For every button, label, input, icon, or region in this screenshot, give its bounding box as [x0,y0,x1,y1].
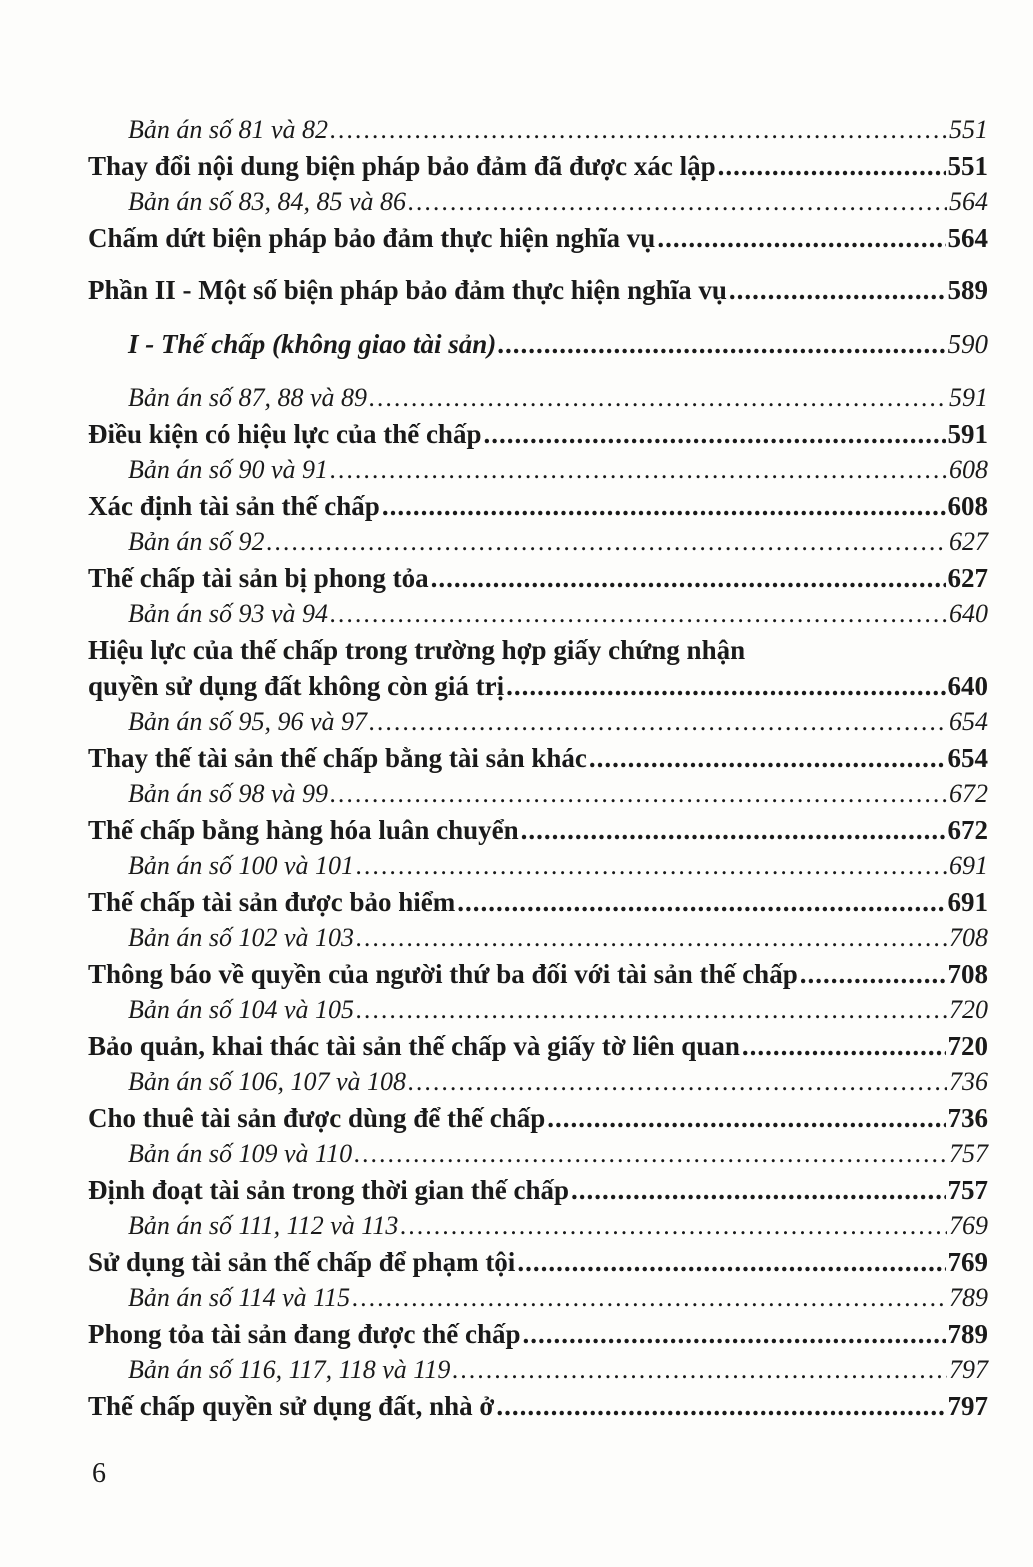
toc-entry-heading [88,416,988,452]
dot-leader [483,416,945,452]
toc-entry-label: Định đoạt tài sản trong thời gian thế chấp [88,1175,570,1205]
toc-entry-label: Bản án số 100 và 101 [128,851,355,880]
toc-entry-heading [88,740,988,776]
toc-entry-label: Thế chấp bằng hàng hóa luân chuyển [88,815,519,845]
toc-entry-page: 591 [949,383,988,412]
toc-entry-sub [88,992,988,1028]
toc-entry-sub [88,596,988,632]
toc-entry-sub [88,1280,988,1316]
toc-entry-heading [88,956,988,992]
toc-entry-label: Xác định tài sản thế chấp [88,491,380,521]
toc-entry-page: 736 [947,1103,988,1133]
dot-leader [506,668,945,704]
toc-entry-heading [88,1028,988,1064]
toc-entry-sub [88,1136,988,1172]
toc-entry-label: Chấm dứt biện pháp bảo đảm thực hiện nghĩa vụ [88,223,656,253]
toc-entry-page: 691 [949,851,988,880]
toc-entry-page: 757 [949,1139,988,1168]
toc-entry-page: 769 [949,1211,988,1240]
dot-leader [354,1136,947,1172]
toc-entry-page: 708 [949,923,988,952]
toc-entry-label: Bản án số 114 và 115 [128,1283,351,1312]
toc-entry-page: 640 [947,671,988,701]
toc-entry-sub [88,920,988,956]
dot-leader [457,884,945,920]
dot-leader [330,452,947,488]
toc-entry-sub [88,776,988,812]
toc-entry-page: 672 [949,779,988,808]
toc-entry-label: Bản án số 98 và 99 [128,779,329,808]
toc-entry-label: Bản án số 104 và 105 [128,995,355,1024]
toc-entry-page: 769 [947,1247,988,1277]
toc-entry-label: Thế chấp tài sản bị phong tỏa [88,563,429,593]
dot-leader [498,326,945,362]
toc-entry-sub [88,380,988,416]
toc-entry-page: 591 [947,419,988,449]
dot-leader [452,1352,947,1388]
toc-entry-heading [88,884,988,920]
toc-entry-page: 654 [949,707,988,736]
toc-entry-heading [88,668,988,704]
toc-entry-page: 564 [947,223,988,253]
toc-entry-sub [88,1208,988,1244]
toc-entry-page: 564 [949,187,988,216]
toc-entry-page: 672 [947,815,988,845]
toc-entry-heading [88,812,988,848]
toc-entry-label: Bản án số 95, 96 và 97 [128,707,368,736]
toc-entry-sub [88,1352,988,1388]
toc-entry-heading [88,1244,988,1280]
dot-leader [547,1100,945,1136]
toc-entry-sub [88,184,988,220]
toc-entry-page: 627 [947,563,988,593]
toc-entry-label: Bảo quản, khai thác tài sản thế chấp và giấy tờ liên quan [88,1031,740,1061]
toc-entry-page: 757 [947,1175,988,1205]
toc-entry-label: Bản án số 92 [128,527,265,556]
toc-entry-sub [88,452,988,488]
toc-entry-label: Bản án số 106, 107 và 108 [128,1067,407,1096]
dot-leader [382,488,946,524]
toc-entry-label: Bản án số 93 và 94 [128,599,329,628]
toc-entry-label: Bản án số 116, 117, 118 và 119 [128,1355,451,1384]
toc-entry-label: Bản án số 90 và 91 [128,455,329,484]
toc-entry-label: quyền sử dụng đất không còn giá trị [88,671,505,701]
dot-leader [431,560,946,596]
toc-entry-heading [88,488,988,524]
toc-entry-label: Cho thuê tài sản được dùng để thế chấp [88,1103,546,1133]
toc-entry-section [88,326,988,362]
toc-entry-page: 789 [949,1283,988,1312]
toc-entry-label: I - Thế chấp (không giao tài sản) [128,329,497,359]
toc-entry-label: Bản án số 81 và 82 [128,115,329,144]
dot-leader [408,184,947,220]
toc-entry-heading [88,1388,988,1424]
dot-leader [729,272,946,308]
dot-leader [657,220,945,256]
toc-entry-heading [88,1172,988,1208]
dot-leader [517,1244,945,1280]
toc-entry-page: 608 [949,455,988,484]
toc-entry-label: Bản án số 87, 88 và 89 [128,383,368,412]
toc-heading-line: Hiệu lực của thế chấp trong trường hợp giấy chứng nhận [88,635,746,665]
toc-entry-label: Bản án số 83, 84, 85 và 86 [128,187,407,216]
dot-leader [496,1388,945,1424]
dot-leader [522,1316,945,1352]
toc-entry-sub [88,704,988,740]
dot-leader [589,740,946,776]
toc-entry-sub [88,524,988,560]
toc-entry-label: Bản án số 111, 112 và 113 [128,1211,399,1240]
toc-entry-page: 590 [947,329,988,359]
dot-leader [330,596,947,632]
toc-entry-page: 589 [947,275,988,305]
dot-leader [571,1172,945,1208]
page-number: 6 [92,1458,106,1489]
dot-leader [369,704,947,740]
toc-entry-page: 654 [947,743,988,773]
dot-leader [330,112,947,148]
dot-leader [400,1208,947,1244]
toc-entry-label: Bản án số 102 và 103 [128,923,355,952]
toc-entry-sub [88,1064,988,1100]
toc-entry-label: Thế chấp tài sản được bảo hiểm [88,887,456,917]
toc-entry-heading [88,220,988,256]
dot-leader [352,1280,947,1316]
toc-entry-label: Thông báo về quyền của người thứ ba đối với tài sản thế chấp [88,959,798,989]
toc-entry-page: 551 [947,151,988,181]
toc-entry-label: Thế chấp quyền sử dụng đất, nhà ở [88,1391,495,1421]
toc-entry-label: Sử dụng tài sản thế chấp để phạm tội [88,1247,516,1277]
dot-leader [267,524,948,560]
toc-entry-page: 736 [949,1067,988,1096]
toc-entry-sub [88,848,988,884]
dot-leader [521,812,946,848]
dot-leader [330,776,947,812]
toc-entry-label: Phong tỏa tài sản đang được thế chấp [88,1319,521,1349]
toc-entry-page: 789 [947,1319,988,1349]
toc-entry-label: Thay thế tài sản thế chấp bằng tài sản khác [88,743,587,773]
dot-leader [408,1064,947,1100]
toc-entry-heading [88,148,988,184]
toc-entry-heading [88,1100,988,1136]
dot-leader [356,848,947,884]
dot-leader [742,1028,946,1064]
dot-leader [800,956,946,992]
toc-entry-heading [88,560,988,596]
toc-entry-page: 627 [949,527,988,556]
toc-entry-label: Thay đổi nội dung biện pháp bảo đảm đã được xác lập [88,151,716,181]
toc-entry-page: 691 [947,887,988,917]
dot-leader [718,148,946,184]
toc-entry-page: 720 [947,1031,988,1061]
toc-entry-page: 708 [947,959,988,989]
toc-entry-heading [88,1316,988,1352]
toc-entry-page: 551 [949,115,988,144]
toc-entry-label: Bản án số 109 và 110 [128,1139,353,1168]
toc-entry-page: 720 [949,995,988,1024]
toc-entry-label: Điều kiện có hiệu lực của thế chấp [88,419,482,449]
toc-entry-label: Phần II - Một số biện pháp bảo đảm thực hiện nghĩa vụ [88,275,727,305]
toc-entry-part [88,272,988,308]
table-of-contents [88,112,988,1424]
toc-entry-page: 797 [947,1391,988,1421]
toc-entry-page: 797 [949,1355,988,1384]
toc-entry-sub [88,112,988,148]
dot-leader [369,380,947,416]
dot-leader [356,920,947,956]
toc-entry-page: 640 [949,599,988,628]
toc-entry-page: 608 [947,491,988,521]
dot-leader [356,992,947,1028]
